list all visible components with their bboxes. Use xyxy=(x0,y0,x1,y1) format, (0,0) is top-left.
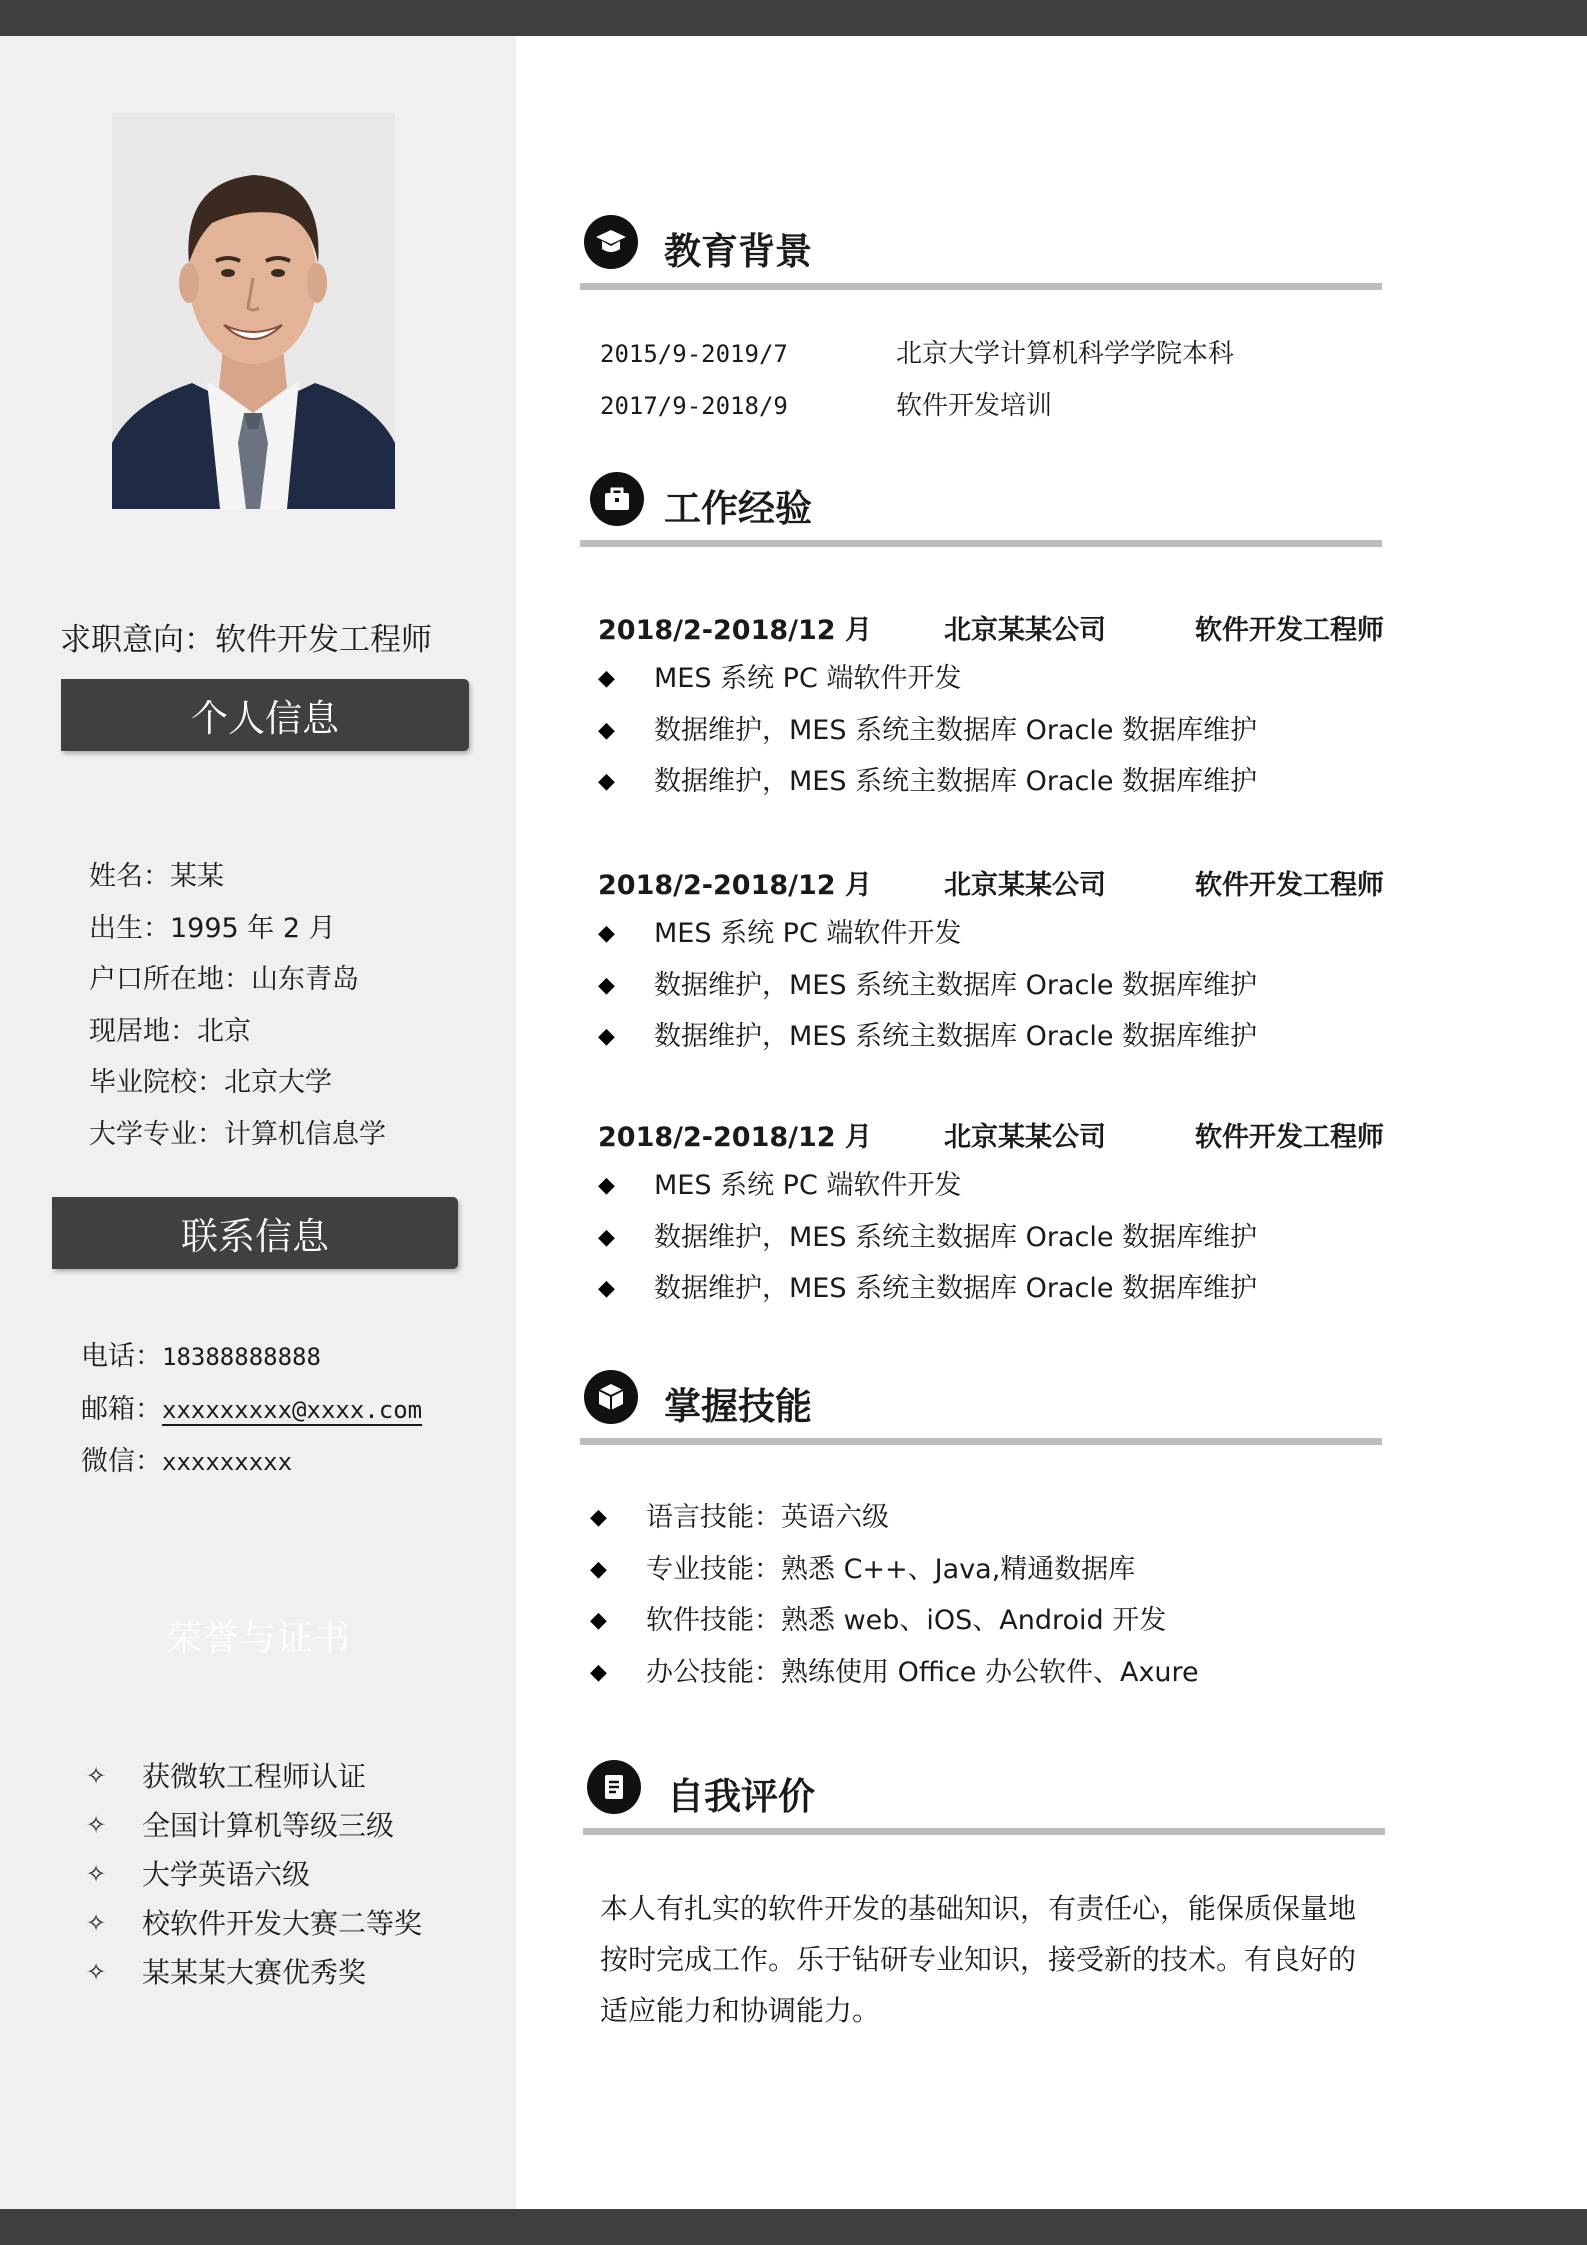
diamond-bullet-icon: ◆ xyxy=(598,1173,615,1198)
summary-section-header xyxy=(583,1760,1385,1832)
sparkle-bullet-icon: ✧ xyxy=(86,1762,107,1790)
education-desc: 北京大学计算机科学学院本科 xyxy=(896,339,1235,369)
honor-item xyxy=(86,1752,422,1801)
honor-text: 大学英语六级 xyxy=(142,1858,311,1891)
job-duty-text: MES 系统 PC 端软件开发 xyxy=(654,663,962,694)
job-entry xyxy=(598,601,1418,808)
diamond-bullet-icon: ◆ xyxy=(598,769,615,794)
education-section-header xyxy=(580,215,1382,287)
job-role: 软件开发工程师 xyxy=(1195,614,1384,646)
honors-title: 荣誉与证书 xyxy=(166,1618,352,1659)
education-row xyxy=(600,328,1234,380)
sparkle-bullet-icon: ✧ xyxy=(86,1860,107,1888)
sparkle-bullet-icon: ✧ xyxy=(86,1811,107,1839)
diamond-bullet-icon: ◆ xyxy=(598,972,615,998)
job-date: 2018/2-2018/12 月 xyxy=(598,614,872,646)
work-section-header xyxy=(580,472,1382,544)
job-role: 软件开发工程师 xyxy=(1195,1121,1384,1153)
job-duty xyxy=(598,1011,1418,1063)
contact-wechat-value: xxxxxxxxx xyxy=(162,1448,293,1476)
job-duty xyxy=(598,1212,1418,1264)
job-duties xyxy=(598,908,1418,1063)
job-entry xyxy=(598,856,1418,1063)
diamond-bullet-icon: ◆ xyxy=(590,1659,607,1685)
skill-item xyxy=(590,1595,1410,1647)
top-bar xyxy=(0,0,1587,36)
contact-phone-label: 电话： xyxy=(81,1341,162,1372)
skill-text: 软件技能：熟悉 web、iOS、Android 开发 xyxy=(646,1605,1167,1636)
diamond-bullet-icon: ◆ xyxy=(598,717,615,743)
work-title: 工作经验 xyxy=(664,487,812,530)
personal-info-list xyxy=(89,851,386,1160)
job-duty-text: 数据维护，MES 系统主数据库 Oracle 数据库维护 xyxy=(654,1221,1258,1253)
graduation-cap-icon xyxy=(584,215,638,269)
personal-school: 毕业院校：北京大学 xyxy=(89,1067,332,1098)
honor-text: 全国计算机等级三级 xyxy=(142,1809,395,1842)
document-icon xyxy=(587,1760,641,1814)
job-duty xyxy=(598,908,1418,960)
sparkle-bullet-icon: ✧ xyxy=(86,1909,107,1937)
contact-info-title: 联系信息 xyxy=(181,1215,329,1258)
skill-item xyxy=(590,1492,1410,1544)
job-header xyxy=(598,1108,1418,1160)
contact-phone-value: 18388888888 xyxy=(162,1343,321,1371)
personal-name: 姓名：某某 xyxy=(89,861,224,892)
diamond-bullet-icon: ◆ xyxy=(598,921,615,946)
contact-wechat xyxy=(81,1436,422,1489)
job-date: 2018/2-2018/12 月 xyxy=(598,1121,872,1153)
briefcase-icon xyxy=(590,472,644,526)
contact-email xyxy=(81,1384,422,1437)
sparkle-bullet-icon: ✧ xyxy=(86,1958,107,1986)
skill-item xyxy=(590,1544,1410,1596)
honor-text: 某某某大赛优秀奖 xyxy=(142,1956,367,1989)
job-header xyxy=(598,856,1418,908)
honor-text: 校软件开发大赛二等奖 xyxy=(142,1907,423,1940)
job-date: 2018/2-2018/12 月 xyxy=(598,869,872,901)
contact-email-link[interactable]: xxxxxxxxx@xxxx.com xyxy=(162,1395,423,1424)
education-date: 2015/9-2019/7 xyxy=(600,340,788,368)
honors-list xyxy=(86,1752,422,1997)
job-objective-text: 求职意向：软件开发工程师 xyxy=(60,622,432,658)
diamond-bullet-icon: ◆ xyxy=(598,1024,615,1049)
contact-wechat-label: 微信： xyxy=(81,1446,162,1477)
job-duty-text: MES 系统 PC 端软件开发 xyxy=(654,1170,962,1201)
job-company: 北京某某公司 xyxy=(944,869,1106,901)
personal-residence: 现居地：北京 xyxy=(89,1015,251,1047)
education-row xyxy=(600,380,1234,432)
honor-item xyxy=(86,1899,422,1948)
personal-info-title: 个人信息 xyxy=(191,697,339,740)
diamond-bullet-icon: ◆ xyxy=(590,1608,607,1633)
job-duty xyxy=(598,705,1418,757)
job-company: 北京某某公司 xyxy=(944,1121,1106,1153)
cube-icon xyxy=(584,1370,638,1424)
personal-birth: 出生：1995 年 2 月 xyxy=(89,912,336,944)
job-duty-text: 数据维护，MES 系统主数据库 Oracle 数据库维护 xyxy=(654,969,1258,1001)
job-duty xyxy=(598,1160,1418,1212)
summary-title: 自我评价 xyxy=(667,1775,815,1818)
section-divider xyxy=(580,283,1382,290)
diamond-bullet-icon: ◆ xyxy=(598,666,615,691)
job-duty xyxy=(598,1263,1418,1315)
diamond-bullet-icon: ◆ xyxy=(598,1276,615,1301)
skills-section-header xyxy=(580,1370,1382,1442)
job-duty xyxy=(598,756,1418,808)
job-entry xyxy=(598,1108,1418,1315)
personal-hukou: 户口所在地：山东青岛 xyxy=(89,964,359,995)
honor-item xyxy=(86,1948,422,1997)
diamond-bullet-icon: ◆ xyxy=(598,1224,615,1250)
contact-info-list xyxy=(81,1331,422,1489)
job-duty-text: 数据维护，MES 系统主数据库 Oracle 数据库维护 xyxy=(654,1021,1258,1052)
honor-item xyxy=(86,1801,422,1850)
section-divider xyxy=(580,540,1382,547)
skill-item xyxy=(590,1647,1410,1699)
job-duty-text: MES 系统 PC 端软件开发 xyxy=(654,918,962,949)
diamond-bullet-icon: ◆ xyxy=(590,1505,607,1530)
summary-text: 本人有扎实的软件开发的基础知识，有责任心，能保质保量地 按时完成工作。乐于钻研专业知识，接受新的技术。有良好的 适应能力和协调能力。 xyxy=(600,1892,1357,2027)
personal-major: 大学专业：计算机信息学 xyxy=(89,1118,386,1150)
job-header xyxy=(598,601,1418,653)
profile-photo xyxy=(112,113,395,509)
education-date: 2017/9-2018/9 xyxy=(600,392,788,420)
diamond-bullet-icon: ◆ xyxy=(590,1556,607,1582)
honor-text: 获微软工程师认证 xyxy=(142,1760,367,1793)
job-duty xyxy=(598,653,1418,705)
skill-text: 语言技能：英语六级 xyxy=(646,1502,889,1533)
job-duty-text: 数据维护，MES 系统主数据库 Oracle 数据库维护 xyxy=(654,766,1258,797)
job-duties xyxy=(598,1160,1418,1315)
job-company: 北京某某公司 xyxy=(944,614,1106,646)
contact-info-header xyxy=(52,1197,458,1269)
section-divider xyxy=(583,1828,1385,1835)
education-list xyxy=(600,328,1234,432)
skill-text: 办公技能：熟练使用 Office 办公软件、Axure xyxy=(646,1656,1199,1688)
section-divider xyxy=(580,1438,1382,1445)
contact-email-label: 邮箱： xyxy=(81,1393,162,1425)
skills-list xyxy=(590,1492,1410,1698)
job-objective xyxy=(60,614,432,659)
skill-text: 专业技能：熟悉 C++、Java,精通数据库 xyxy=(646,1553,1136,1585)
job-duty xyxy=(598,960,1418,1012)
job-duty-text: 数据维护，MES 系统主数据库 Oracle 数据库维护 xyxy=(654,714,1258,746)
job-duty-text: 数据维护，MES 系统主数据库 Oracle 数据库维护 xyxy=(654,1273,1258,1304)
bottom-bar xyxy=(0,2209,1587,2245)
skills-title: 掌握技能 xyxy=(664,1385,812,1428)
job-role: 软件开发工程师 xyxy=(1195,869,1384,901)
personal-info-header xyxy=(61,679,469,751)
contact-phone xyxy=(81,1331,422,1384)
job-duties xyxy=(598,653,1418,808)
education-desc: 软件开发培训 xyxy=(896,391,1053,421)
honor-item xyxy=(86,1850,422,1899)
education-title: 教育背景 xyxy=(664,230,812,273)
